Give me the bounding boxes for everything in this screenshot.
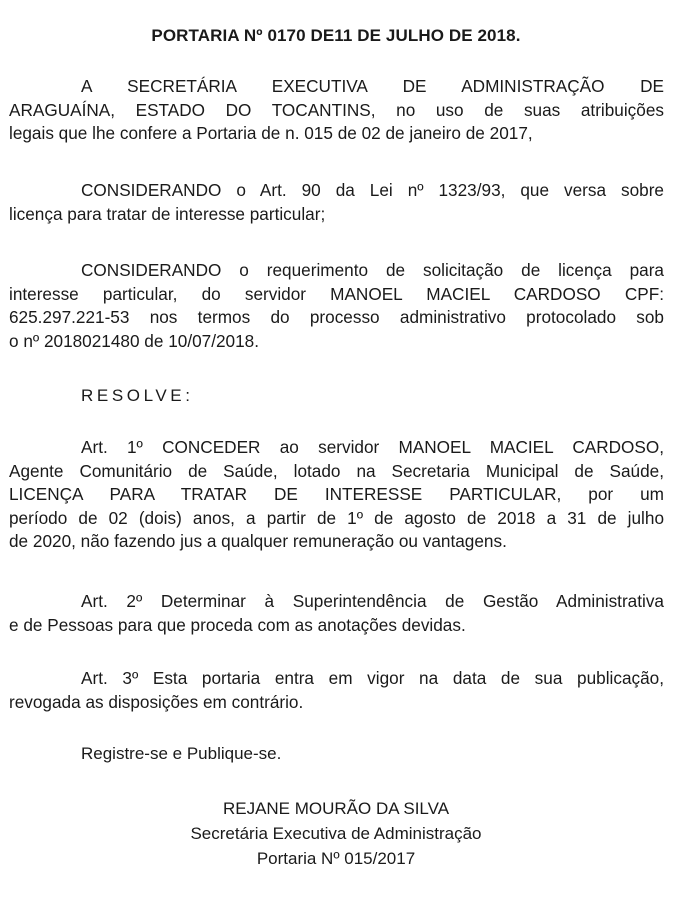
art1-line: LICENÇA PARA TRATAR DE INTERESSE PARTICULAR, por um <box>9 484 664 504</box>
considerando-2-line: CONSIDERANDO o requerimento de solicitação de licença para <box>81 260 664 280</box>
art2-paragraph <box>9 590 664 637</box>
art2-line: e de Pessoas para que proceda com as anotações devidas. <box>9 614 466 635</box>
art3-line: revogada as disposições em contrário. <box>9 691 304 712</box>
considerando-2-line: interesse particular, do servidor MANOEL MACIEL CARDOSO CPF: <box>9 283 664 304</box>
considerando-2-line: 625.297.221-53 nos termos do processo administrativo protocolado sob <box>9 307 664 327</box>
art3-line: Art. 3º Esta portaria entra em vigor na data de sua publicação, <box>81 668 664 688</box>
intro-line: legais que lhe confere a Portaria de n. 015 de 02 de janeiro de 2017, <box>9 123 533 143</box>
art3-paragraph <box>9 667 664 714</box>
intro-line: A SECRETÁRIA EXECUTIVA DE ADMINISTRAÇÃO DE <box>81 76 664 96</box>
considerando-1-line: licença para tratar de interesse particular; <box>9 203 326 224</box>
art1-paragraph <box>9 436 664 554</box>
closing-statement: Registre-se e Publique-se. <box>81 744 282 763</box>
art1-line: período de 02 (dois) anos, a partir de 1º de agosto de 2018 a 31 de julho <box>9 507 664 528</box>
art1-line: Art. 1º CONCEDER ao servidor MANOEL MACIEL CARDOSO, <box>81 437 664 457</box>
document-title: PORTARIA Nº 0170 DE11 DE JULHO DE 2018. <box>151 26 521 45</box>
signature-role: Secretária Executiva de Administração <box>190 824 482 843</box>
signature-name: REJANE MOURÃO DA SILVA <box>222 799 450 818</box>
considerando-2-line: o nº 2018021480 de 10/07/2018. <box>9 330 259 351</box>
considerando-2-paragraph <box>9 259 664 353</box>
considerando-1-paragraph <box>9 179 664 226</box>
intro-line: ARAGUAÍNA, ESTADO DO TOCANTINS, no uso de suas atribuições <box>9 99 664 120</box>
resolve-heading: RESOLVE: <box>81 386 194 405</box>
signature-reference: Portaria Nº 015/2017 <box>256 849 416 868</box>
intro-paragraph <box>9 75 664 146</box>
considerando-1-line: CONSIDERANDO o Art. 90 da Lei nº 1323/93, que versa sobre <box>81 180 664 200</box>
art2-line: Art. 2º Determinar à Superintendência de Gestão Administrativa <box>81 591 664 611</box>
art1-line: Agente Comunitário de Saúde, lotado na Secretaria Municipal de Saúde, <box>9 460 664 481</box>
art1-line: de 2020, não fazendo jus a qualquer remuneração ou vantagens. <box>9 531 507 551</box>
